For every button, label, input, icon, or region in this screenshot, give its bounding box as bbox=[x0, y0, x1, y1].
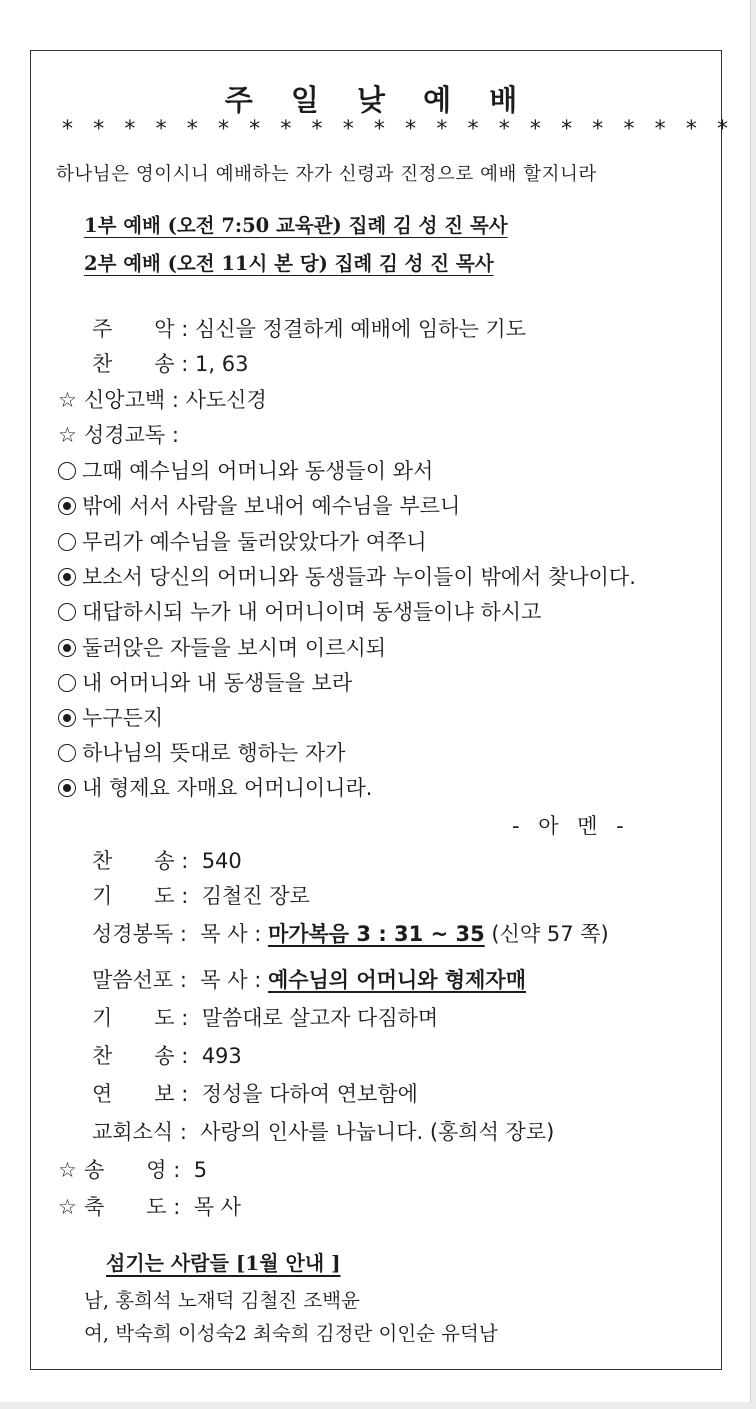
order-value: 540 bbox=[201, 849, 242, 873]
order-item-benediction: ☆ 축 도 : 목 사 bbox=[58, 1195, 241, 1219]
order-item-prayer: 기 도 : 김철진 장로 bbox=[92, 884, 310, 908]
sermon-title: 예수님의 어머니와 형제자매 bbox=[267, 968, 527, 992]
scripture-reference: 마가복음 3 : 31 ~ 35 bbox=[267, 922, 485, 946]
order-label: 신앙고백 bbox=[84, 388, 166, 412]
order-item-creed bbox=[58, 384, 267, 414]
order-label: 주 악 bbox=[92, 317, 175, 341]
service-1: 1부 예배 (오전 7:50 교육관) 집례 김 성 진 목사 bbox=[84, 214, 508, 237]
reading-line: 하나님의 뜻대로 행하는 자가 bbox=[58, 737, 345, 767]
order-label: 성경교독 bbox=[84, 423, 166, 447]
reading-line: 누구든지 bbox=[58, 702, 163, 732]
order-label: 연 보 bbox=[92, 1082, 175, 1106]
open-circle-icon bbox=[58, 462, 76, 480]
order-label: 기 도 bbox=[92, 1006, 175, 1030]
reading-line: 보소서 당신의 어머니와 동생들과 누이들이 밖에서 찾나이다. bbox=[58, 561, 636, 591]
order-item-reading bbox=[58, 419, 179, 449]
servers-women: 여, 박숙희 이성숙2 최숙희 김정란 이인순 유덕남 bbox=[84, 1322, 498, 1345]
order-value: : 1, 63 bbox=[181, 352, 249, 376]
order-item-scripture: 성경봉독 : 목 사 : 마가복음 3 : 31 ~ 35 (신약 57 쪽) bbox=[92, 922, 609, 946]
order-label: 찬 송 bbox=[92, 1044, 175, 1068]
filled-circle-icon bbox=[58, 709, 76, 727]
scripture-note: (신약 57 쪽) bbox=[491, 922, 609, 946]
order-item-hymn: 찬 송 : 540 bbox=[92, 849, 242, 873]
star-marker-icon: ☆ bbox=[58, 1158, 77, 1182]
order-label: 교회소식 bbox=[92, 1120, 174, 1144]
reading-line: 그때 예수님의 어머니와 동생들이 와서 bbox=[58, 455, 433, 485]
open-circle-icon bbox=[58, 533, 76, 551]
amen: - 아 멘 - bbox=[512, 814, 630, 838]
open-circle-icon bbox=[58, 744, 76, 762]
order-value: : 사도신경 bbox=[171, 388, 267, 412]
reading-line: 내 형제요 자매요 어머니이니라. bbox=[58, 772, 372, 802]
order-label: 성경봉독 bbox=[92, 922, 174, 946]
order-label: 찬 송 bbox=[92, 352, 175, 376]
order-value: 493 bbox=[201, 1044, 242, 1068]
reading-line: 내 어머니와 내 동생들을 보라 bbox=[58, 667, 352, 697]
order-item-prayer: 기 도 : 말씀대로 살고자 다짐하며 bbox=[92, 1006, 439, 1030]
servers-men: 남, 홍희석 노재덕 김철진 조백윤 bbox=[84, 1289, 360, 1312]
page-title: 주 일 낮 예 배 bbox=[224, 83, 532, 117]
order-value: 5 bbox=[193, 1158, 208, 1182]
service-2: 2부 예배 (오전 11시 본 당) 집례 김 성 진 목사 bbox=[84, 252, 494, 275]
reading-line: 무리가 예수님을 둘러앉았다가 여쭈니 bbox=[58, 526, 427, 556]
order-item-hymn bbox=[92, 348, 248, 378]
order-item-hymn: 찬 송 : 493 bbox=[92, 1044, 242, 1068]
star-marker-icon: ☆ bbox=[58, 1195, 77, 1219]
star-marker-icon: ☆ bbox=[58, 388, 77, 412]
reading-line: 대답하시되 누가 내 어머니이며 동생들이냐 하시고 bbox=[58, 596, 541, 626]
star-divider: * * * * * * * * * * * * * * * * * * * * * * bbox=[62, 117, 735, 142]
order-label: 찬 송 bbox=[92, 849, 175, 873]
order-value: 목 사 bbox=[193, 1195, 241, 1219]
filled-circle-icon bbox=[58, 497, 76, 515]
order-item-prelude bbox=[92, 313, 526, 343]
scripture-reader: 목 사 : bbox=[200, 922, 262, 946]
order-value: : bbox=[171, 423, 179, 447]
star-marker-icon: ☆ bbox=[58, 423, 77, 447]
order-value: : 심신을 정결하게 예배에 임하는 기도 bbox=[181, 317, 527, 341]
order-label: 말씀선포 bbox=[92, 968, 174, 992]
reading-line: 둘러앉은 자들을 보시며 이르시되 bbox=[58, 632, 386, 662]
filled-circle-icon bbox=[58, 639, 76, 657]
order-item-doxology: ☆ 송 영 : 5 bbox=[58, 1158, 208, 1182]
filled-circle-icon bbox=[58, 779, 76, 797]
filled-circle-icon bbox=[58, 568, 76, 586]
scripture-verse: 하나님은 영이시니 예배하는 자가 신령과 진정으로 예배 할지니라 bbox=[56, 164, 597, 185]
order-item-news: 교회소식 : 사랑의 인사를 나눕니다. (홍희석 장로) bbox=[92, 1120, 555, 1144]
open-circle-icon bbox=[58, 674, 76, 692]
order-item-sermon: 말씀선포 : 목 사 : 예수님의 어머니와 형제자매 bbox=[92, 968, 527, 992]
order-value: 사랑의 인사를 나눕니다. (홍희석 장로) bbox=[200, 1120, 555, 1144]
order-label: 기 도 bbox=[92, 884, 175, 908]
sermon-preacher: 목 사 : bbox=[200, 968, 262, 992]
open-circle-icon bbox=[58, 603, 76, 621]
order-value: 말씀대로 살고자 다짐하며 bbox=[201, 1006, 439, 1030]
order-item-offering: 연 보 : 정성을 다하여 연보함에 bbox=[92, 1082, 418, 1106]
order-label: 축 도 bbox=[84, 1195, 167, 1219]
order-value: 정성을 다하여 연보함에 bbox=[201, 1082, 418, 1106]
servers-title: 섬기는 사람들 [1월 안내 ] bbox=[106, 1251, 341, 1275]
order-label: 송 영 bbox=[84, 1158, 167, 1182]
order-value: 김철진 장로 bbox=[201, 884, 310, 908]
reading-line: 밖에 서서 사람을 보내어 예수님을 부르니 bbox=[58, 490, 460, 520]
